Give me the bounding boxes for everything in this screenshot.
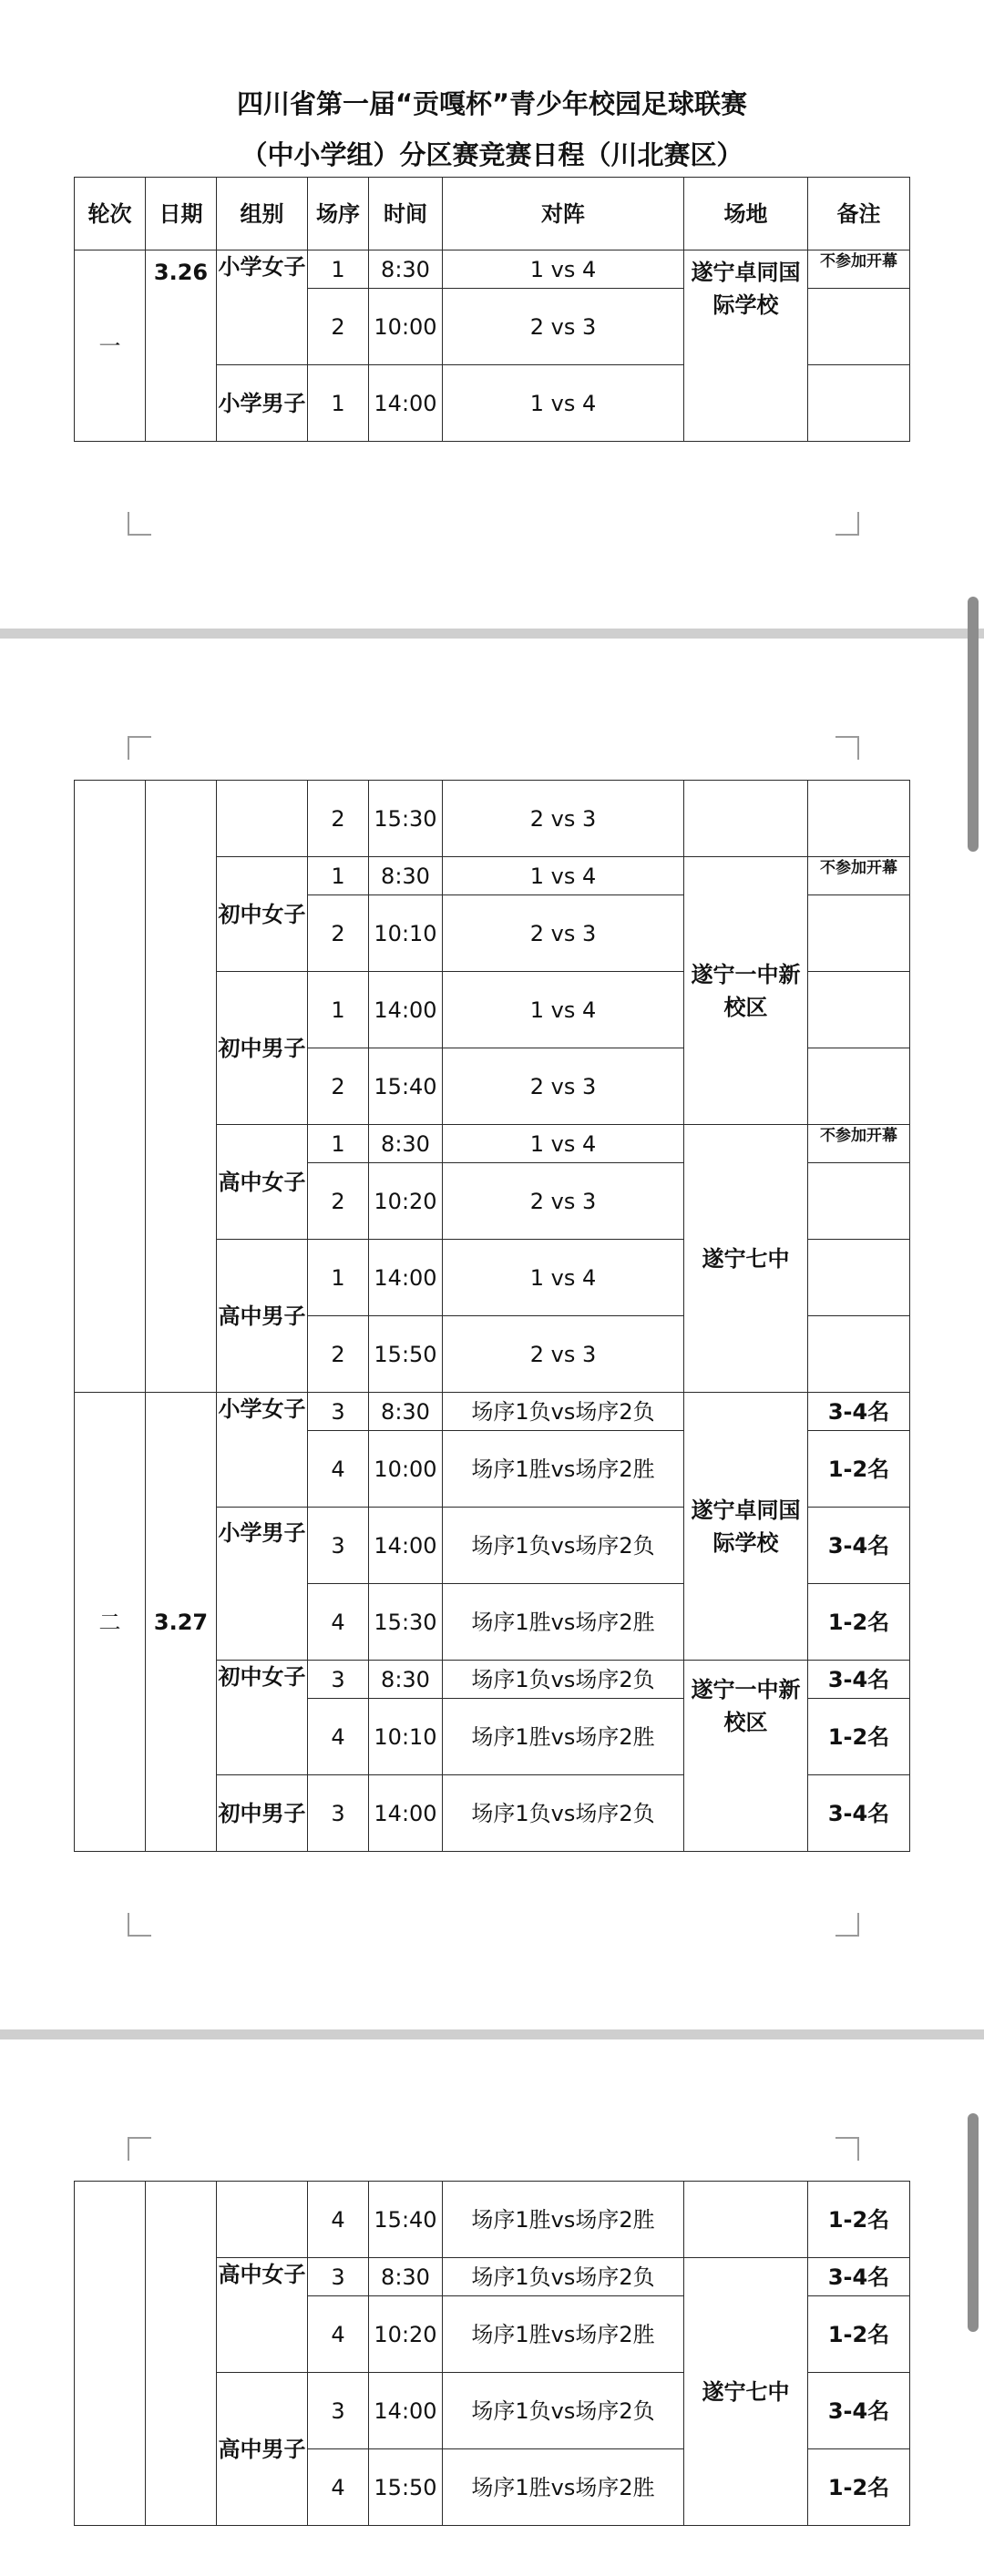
note-cell: 1-2名	[808, 2449, 910, 2526]
table-row	[75, 2182, 910, 2258]
schedule-table-page2	[74, 780, 910, 1852]
time-cell: 15:50	[369, 2449, 443, 2526]
match-no-cell: 1	[308, 365, 369, 442]
note-cell	[808, 972, 910, 1048]
matchup-cell: 场序1负vs场序2负	[443, 1661, 684, 1699]
note-cell	[808, 289, 910, 365]
page-separator	[0, 629, 984, 639]
matchup-cell: 1 vs 4	[443, 1125, 684, 1163]
date-cell: 3.27	[146, 1393, 217, 1852]
schedule-table-page3	[74, 2181, 910, 2526]
page-corner-mark	[128, 1913, 151, 1937]
time-cell: 10:10	[369, 1699, 443, 1775]
note-cell	[808, 1048, 910, 1125]
table-row	[75, 781, 910, 857]
matchup-cell: 1 vs 4	[443, 250, 684, 289]
time-cell: 15:50	[369, 1316, 443, 1393]
match-no-cell: 2	[308, 895, 369, 972]
time-cell: 14:00	[369, 1240, 443, 1316]
group-cell: 小学女子	[217, 250, 308, 365]
group-cell: 高中女子	[217, 2258, 308, 2373]
round-cell: 一	[75, 250, 146, 442]
round-cell	[75, 2182, 146, 2526]
note-cell: 不参加开幕	[808, 250, 910, 289]
note-cell: 3-4名	[808, 1508, 910, 1584]
matchup-cell: 1 vs 4	[443, 1240, 684, 1316]
time-cell: 8:30	[369, 250, 443, 289]
match-no-cell: 4	[308, 2182, 369, 2258]
page-corner-mark	[128, 736, 151, 760]
note-cell: 3-4名	[808, 1393, 910, 1431]
round-cell: 二	[75, 1393, 146, 1852]
matchup-cell: 2 vs 3	[443, 289, 684, 365]
venue-cell	[684, 2182, 808, 2258]
header-matchup: 对阵	[443, 178, 684, 250]
note-cell: 3-4名	[808, 2258, 910, 2296]
match-no-cell: 3	[308, 2258, 369, 2296]
page-corner-mark	[835, 512, 859, 536]
matchup-cell: 场序1负vs场序2负	[443, 2258, 684, 2296]
group-cell: 小学男子	[217, 365, 308, 442]
time-cell: 15:30	[369, 781, 443, 857]
matchup-cell: 2 vs 3	[443, 895, 684, 972]
matchup-cell: 1 vs 4	[443, 365, 684, 442]
time-cell: 15:40	[369, 1048, 443, 1125]
time-cell: 14:00	[369, 2373, 443, 2449]
match-no-cell: 2	[308, 1048, 369, 1125]
note-cell	[808, 895, 910, 972]
table-row	[75, 1393, 910, 1431]
matchup-cell: 2 vs 3	[443, 1163, 684, 1240]
matchup-cell: 场序1胜vs场序2胜	[443, 1699, 684, 1775]
header-group: 组别	[217, 178, 308, 250]
schedule-table-page1	[74, 177, 910, 442]
time-cell: 15:40	[369, 2182, 443, 2258]
time-cell: 10:10	[369, 895, 443, 972]
header-note: 备注	[808, 178, 910, 250]
matchup-cell: 场序1负vs场序2负	[443, 1775, 684, 1852]
matchup-cell: 1 vs 4	[443, 972, 684, 1048]
match-no-cell: 2	[308, 289, 369, 365]
scrollbar-thumb[interactable]	[968, 597, 979, 852]
note-cell: 1-2名	[808, 2296, 910, 2373]
match-no-cell: 3	[308, 1775, 369, 1852]
group-cell	[217, 2182, 308, 2258]
group-cell: 初中男子	[217, 972, 308, 1125]
group-cell: 小学男子	[217, 1508, 308, 1661]
page-corner-mark	[835, 1913, 859, 1937]
time-cell: 14:00	[369, 972, 443, 1048]
page-corner-mark	[128, 2137, 151, 2161]
matchup-cell: 场序1负vs场序2负	[443, 2373, 684, 2449]
round-cell	[75, 781, 146, 1393]
match-no-cell: 1	[308, 250, 369, 289]
match-no-cell: 2	[308, 1163, 369, 1240]
group-cell: 高中女子	[217, 1125, 308, 1240]
note-cell: 1-2名	[808, 1431, 910, 1508]
scrollbar-thumb[interactable]	[968, 2113, 979, 2332]
header-row	[75, 178, 910, 250]
match-no-cell: 3	[308, 1661, 369, 1699]
date-cell: 3.26	[146, 250, 217, 442]
time-cell: 10:00	[369, 289, 443, 365]
venue-cell: 遂宁七中	[684, 1125, 808, 1393]
header-time: 时间	[369, 178, 443, 250]
document-title: 四川省第一届“贡嘎杯”青少年校园足球联赛	[236, 88, 748, 119]
match-no-cell: 1	[308, 857, 369, 895]
note-cell: 不参加开幕	[808, 1125, 910, 1163]
note-cell: 1-2名	[808, 2182, 910, 2258]
header-match-no: 场序	[308, 178, 369, 250]
match-no-cell: 4	[308, 2296, 369, 2373]
group-cell: 初中女子	[217, 857, 308, 972]
matchup-cell: 场序1胜vs场序2胜	[443, 1431, 684, 1508]
note-cell: 3-4名	[808, 1775, 910, 1852]
time-cell: 10:00	[369, 1431, 443, 1508]
match-no-cell: 4	[308, 2449, 369, 2526]
matchup-cell: 场序1负vs场序2负	[443, 1508, 684, 1584]
note-cell	[808, 1240, 910, 1316]
time-cell: 14:00	[369, 365, 443, 442]
matchup-cell: 场序1胜vs场序2胜	[443, 2182, 684, 2258]
note-cell: 3-4名	[808, 1661, 910, 1699]
venue-cell	[684, 781, 808, 857]
time-cell: 8:30	[369, 1125, 443, 1163]
header-date: 日期	[146, 178, 217, 250]
group-cell: 高中男子	[217, 2373, 308, 2526]
matchup-cell: 场序1胜vs场序2胜	[443, 2449, 684, 2526]
match-no-cell: 4	[308, 1699, 369, 1775]
match-no-cell: 2	[308, 1316, 369, 1393]
matchup-cell: 2 vs 3	[443, 1048, 684, 1125]
time-cell: 15:30	[369, 1584, 443, 1661]
note-cell	[808, 1163, 910, 1240]
match-no-cell: 4	[308, 1584, 369, 1661]
matchup-cell: 2 vs 3	[443, 781, 684, 857]
time-cell: 10:20	[369, 2296, 443, 2373]
match-no-cell: 1	[308, 972, 369, 1048]
note-cell	[808, 1316, 910, 1393]
venue-cell: 遂宁七中	[684, 2258, 808, 2526]
group-cell	[217, 781, 308, 857]
time-cell: 8:30	[369, 1661, 443, 1699]
group-cell: 高中男子	[217, 1240, 308, 1393]
page-corner-mark	[835, 736, 859, 760]
match-no-cell: 1	[308, 1125, 369, 1163]
venue-cell: 遂宁一中新校区	[684, 1661, 808, 1852]
time-cell: 8:30	[369, 2258, 443, 2296]
matchup-cell: 场序1负vs场序2负	[443, 1393, 684, 1431]
page-corner-mark	[835, 2137, 859, 2161]
note-cell	[808, 365, 910, 442]
venue-cell: 遂宁一中新校区	[684, 857, 808, 1125]
page-separator	[0, 2029, 984, 2039]
page-corner-mark	[128, 512, 151, 536]
date-cell	[146, 781, 217, 1393]
matchup-cell: 场序1胜vs场序2胜	[443, 2296, 684, 2373]
venue-cell: 遂宁卓同国际学校	[684, 250, 808, 442]
match-no-cell: 3	[308, 1508, 369, 1584]
time-cell: 8:30	[369, 1393, 443, 1431]
header-round: 轮次	[75, 178, 146, 250]
date-cell	[146, 2182, 217, 2526]
document-subtitle: （中小学组）分区赛竞赛日程（川北赛区）	[241, 139, 743, 170]
match-no-cell: 2	[308, 781, 369, 857]
match-no-cell: 4	[308, 1431, 369, 1508]
time-cell: 14:00	[369, 1775, 443, 1852]
time-cell: 8:30	[369, 857, 443, 895]
table-row	[75, 250, 910, 289]
matchup-cell: 场序1胜vs场序2胜	[443, 1584, 684, 1661]
venue-cell: 遂宁卓同国际学校	[684, 1393, 808, 1661]
matchup-cell: 2 vs 3	[443, 1316, 684, 1393]
match-no-cell: 3	[308, 1393, 369, 1431]
note-cell: 3-4名	[808, 2373, 910, 2449]
matchup-cell: 1 vs 4	[443, 857, 684, 895]
note-cell	[808, 781, 910, 857]
note-cell: 1-2名	[808, 1584, 910, 1661]
match-no-cell: 1	[308, 1240, 369, 1316]
note-cell: 1-2名	[808, 1699, 910, 1775]
group-cell: 小学女子	[217, 1393, 308, 1508]
group-cell: 初中男子	[217, 1775, 308, 1852]
match-no-cell: 3	[308, 2373, 369, 2449]
header-venue: 场地	[684, 178, 808, 250]
note-cell: 不参加开幕	[808, 857, 910, 895]
time-cell: 10:20	[369, 1163, 443, 1240]
time-cell: 14:00	[369, 1508, 443, 1584]
group-cell: 初中女子	[217, 1661, 308, 1775]
